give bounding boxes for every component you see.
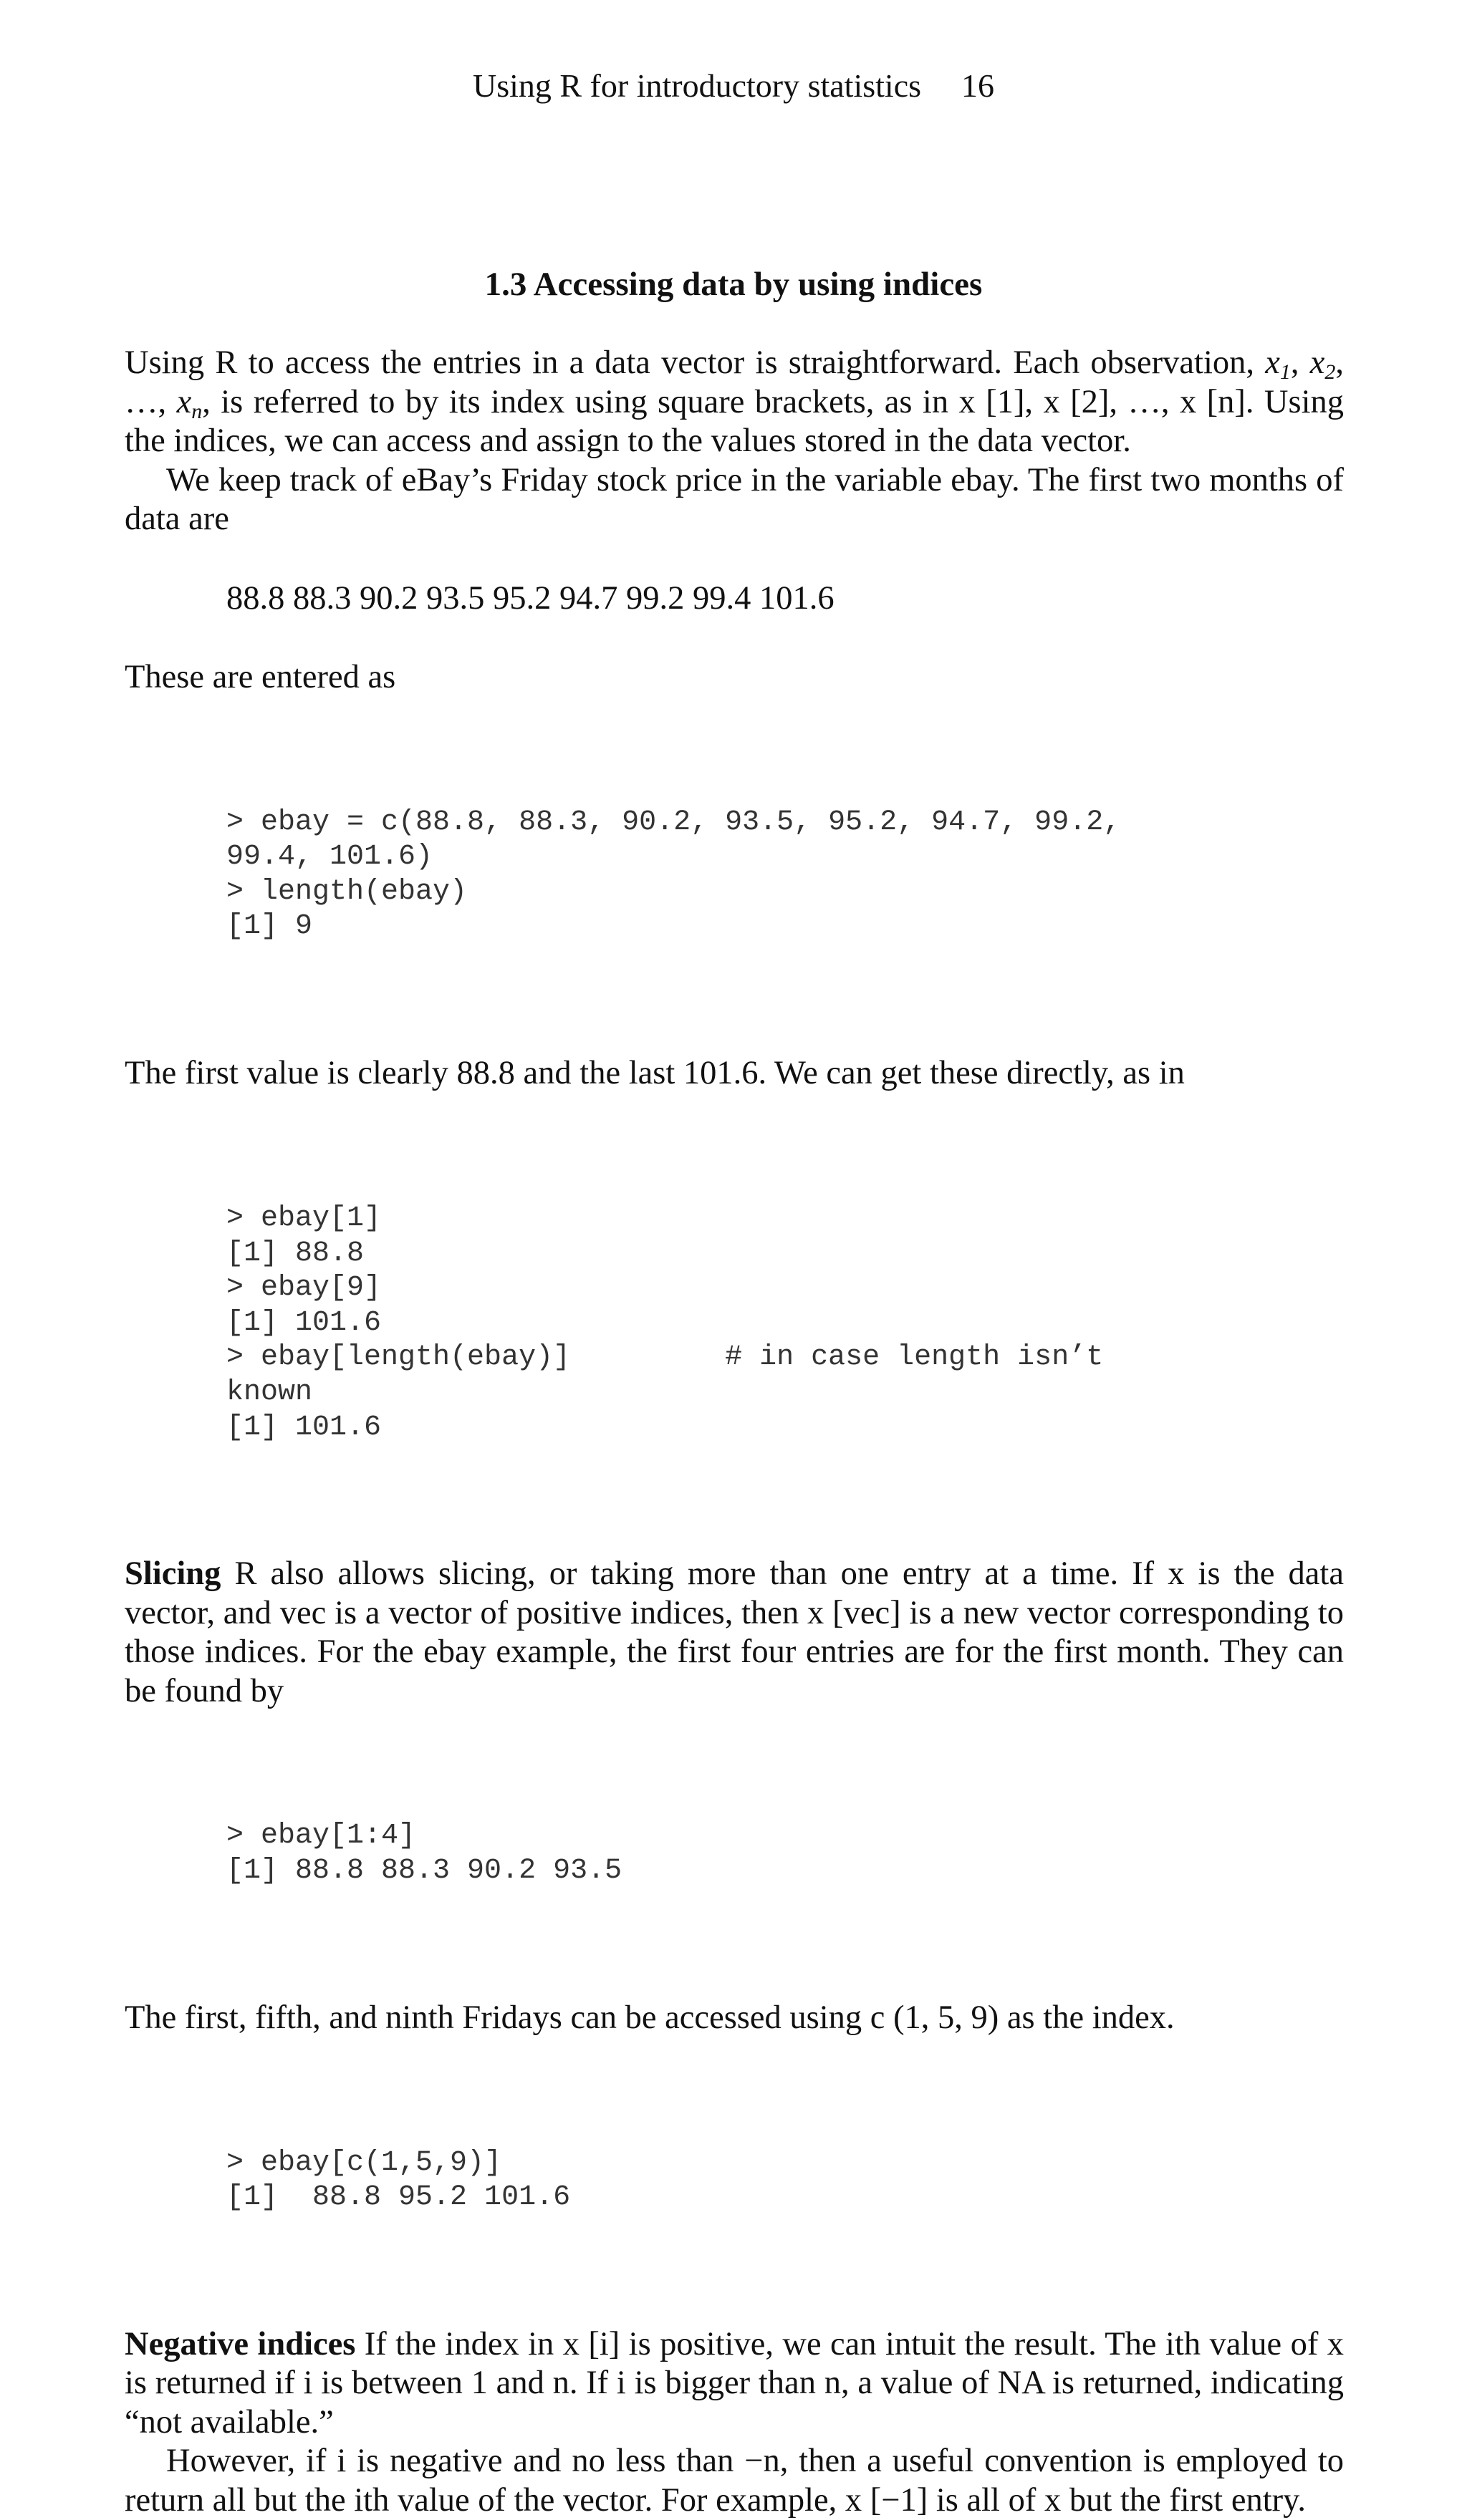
intro-sep: , bbox=[1290, 344, 1310, 381]
code-line: > ebay[1:4] bbox=[226, 1820, 416, 1853]
paragraph-first-value: The first value is clearly 88.8 and the last 101.6. We can get these directly, as in bbox=[125, 1055, 1185, 1092]
slicing-text: R also allows slicing, or taking more than one entry at a time. If x is the data vector, and vec is a vector of positive indices, then x [vec] is a new vector corresponding to those indices. For the ebay example, the first four entries are for the first month. They can be found by bbox=[125, 1555, 1344, 1709]
header-title: Using R for introductory statistics bbox=[472, 67, 922, 104]
paragraph-intro bbox=[125, 344, 1344, 461]
intro-text-b: , is referred to by its index using square brackets, as in x [1], x [2], …, x [n]. Using the indices, we can access and assign to the values stored in the data vector. bbox=[125, 383, 1345, 459]
negative-text: If the index in x [i] is positive, we can intuit the result. The ith value of x is returned if i is between 1 and n. If i is bigger than n, a value of NA is returned, indicating “not available.” bbox=[125, 2325, 1345, 2441]
code-block-slice bbox=[125, 1749, 1344, 1959]
paragraph-entered: These are entered as bbox=[125, 659, 396, 695]
code-line: [1] 88.8 88.3 90.2 93.5 bbox=[226, 1855, 622, 1888]
intro-text-a: Using R to access the entries in a data vector is straightforward. Each observation, bbox=[125, 344, 1266, 381]
code-line: > length(ebay) bbox=[226, 875, 468, 908]
code-block-access bbox=[125, 1132, 1344, 1515]
code-line: [1] 101.6 bbox=[226, 1411, 382, 1444]
section-heading: 1.3 Accessing data by using indices bbox=[484, 266, 983, 303]
slicing-runin-heading: Slicing bbox=[125, 1555, 221, 1593]
paragraph-ebay: We keep track of eBay’s Friday stock price in the variable ebay. The first two months of data are bbox=[125, 461, 1344, 537]
paragraph-slicing bbox=[125, 1555, 1344, 1711]
paragraph-fridays: The first, fifth, and ninth Fridays can be accessed using c (1, 5, 9) as the index. bbox=[125, 1999, 1175, 2036]
code-line: 99.4, 101.6) bbox=[226, 841, 433, 874]
var-x1: $x_1$ bbox=[1265, 344, 1291, 384]
var-xn: $x_n$ bbox=[176, 383, 203, 423]
intro-sep: , …, bbox=[125, 344, 1345, 420]
page-number: 16 bbox=[961, 67, 995, 104]
body-text bbox=[125, 344, 1344, 2520]
paragraph-negative-indices bbox=[125, 2325, 1344, 2443]
code-block-entry bbox=[125, 736, 1344, 1015]
code-line: [1] 9 bbox=[226, 910, 313, 943]
paragraph-negative-convention: However, if i is negative and no less than −n, then a useful convention is employed to return all but the ith value of the vector. For example, x [−1] is all of x but the first entry. bbox=[125, 2443, 1344, 2519]
code-line: > ebay[1] bbox=[226, 1202, 382, 1235]
code-line: > ebay = c(88.8, 88.3, 90.2, 93.5, 95.2, 94.7, 99.2, bbox=[226, 806, 1121, 839]
code-line: > ebay[9] bbox=[226, 1272, 382, 1305]
code-line: [1] 88.8 bbox=[226, 1237, 365, 1270]
code-line: > ebay[c(1,5,9)] bbox=[226, 2146, 502, 2179]
negative-runin-heading: Negative indices bbox=[125, 2325, 356, 2362]
code-line: > ebay[length(ebay)] # in case length isn’t bbox=[226, 1341, 1104, 1374]
running-header bbox=[0, 66, 1467, 106]
code-block-index-vector bbox=[125, 2076, 1344, 2285]
code-line: [1] 88.8 95.2 101.6 bbox=[226, 2181, 571, 2214]
data-values-line: 88.8 88.3 90.2 93.5 95.2 94.7 99.2 99.4 101.6 bbox=[226, 579, 834, 617]
code-line: known bbox=[226, 1376, 313, 1409]
var-x2: $x_2$ bbox=[1309, 344, 1336, 384]
code-line: [1] 101.6 bbox=[226, 1306, 382, 1339]
